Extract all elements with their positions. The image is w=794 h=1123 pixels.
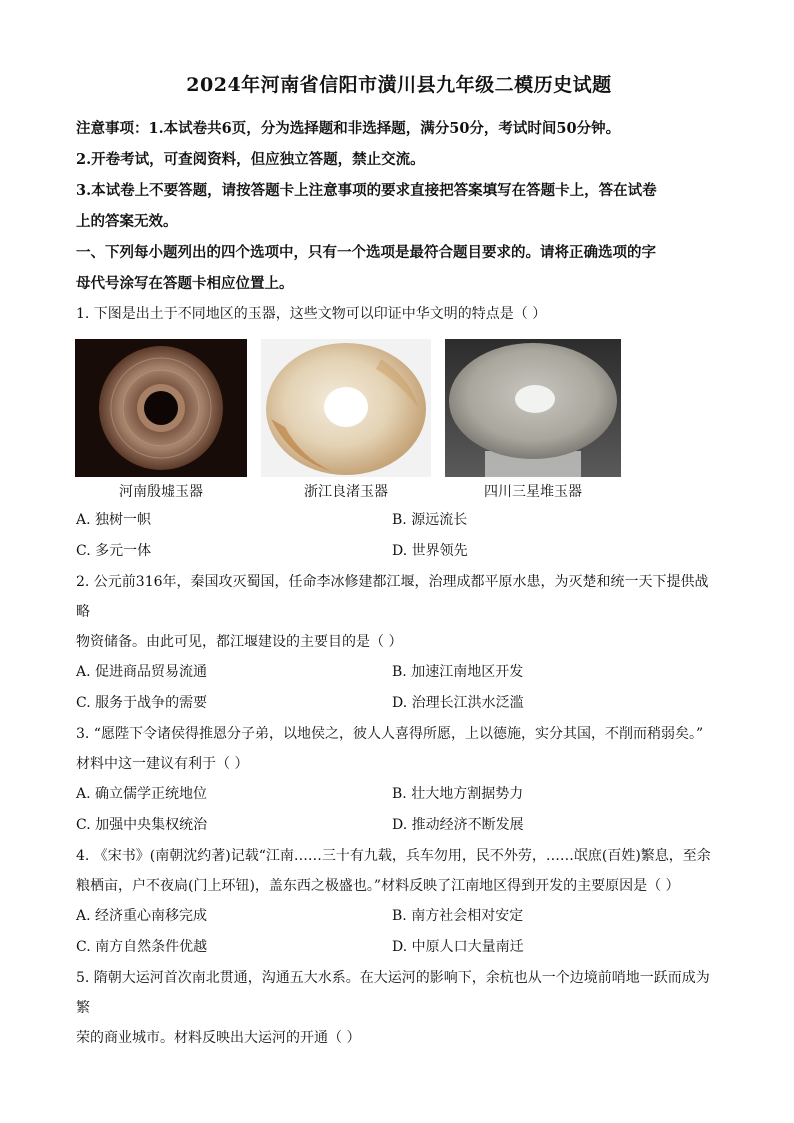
notice-line-4: 上的答案无效。 bbox=[76, 213, 178, 230]
question-2-options bbox=[76, 657, 722, 719]
question-3-stem-line-1: 3. “愿陛下令诸侯得推恩分子弟，以地侯之，彼人人喜得所愿，上以德施，实分其国，不削而稍弱矣。” bbox=[76, 726, 704, 742]
figure-liangzhu-jade bbox=[261, 339, 431, 501]
question-3-option-c[interactable]: C. 加强中央集权统治 bbox=[76, 817, 208, 833]
question-1-options bbox=[76, 505, 722, 567]
question-2-option-a[interactable]: A. 促进商品贸易流通 bbox=[76, 664, 208, 680]
question-1 bbox=[76, 299, 722, 567]
question-3-options bbox=[76, 779, 722, 841]
sanxingdui-jade-image bbox=[445, 339, 621, 477]
question-3-option-d[interactable]: D. 推动经济不断发展 bbox=[392, 817, 524, 833]
section-heading-line-1: 一、下列每小题列出的四个选项中，只有一个选项是最符合题目要求的。请将正确选项的字 bbox=[76, 244, 656, 261]
question-4-option-b[interactable]: B. 南方社会相对安定 bbox=[392, 908, 524, 924]
figure-sanxingdui-jade bbox=[445, 339, 621, 501]
question-4-option-d[interactable]: D. 中原人口大量南迁 bbox=[392, 939, 524, 955]
question-1-option-a[interactable]: A. 独树一帜 bbox=[76, 512, 152, 528]
notice-line-1: 注意事项：1.本试卷共6页，分为选择题和非选择题，满分50分，考试时间50分钟。 bbox=[76, 120, 621, 137]
figure-caption-sanxingdui: 四川三星堆玉器 bbox=[484, 484, 582, 500]
question-2-option-c[interactable]: C. 服务于战争的需要 bbox=[76, 695, 208, 711]
question-5-stem-line-2: 荣的商业城市。材料反映出大运河的开通（ ） bbox=[76, 1030, 361, 1046]
notice-line-2: 2.开卷考试，可查阅资料，但应独立答题，禁止交流。 bbox=[76, 151, 425, 168]
question-5 bbox=[76, 963, 722, 1053]
question-4 bbox=[76, 841, 722, 963]
question-1-option-b[interactable]: B. 源远流长 bbox=[392, 512, 468, 528]
figure-yinxu-jade bbox=[75, 339, 247, 501]
question-4-option-a[interactable]: A. 经济重心南移完成 bbox=[76, 908, 208, 924]
notice-line-3: 3.本试卷上不要答题，请按答题卡上注意事项的要求直接把答案填写在答题卡上，答在试卷 bbox=[76, 182, 657, 199]
question-2-option-d[interactable]: D. 治理长江洪水泛滥 bbox=[392, 695, 524, 711]
yinxu-jade-image bbox=[75, 339, 247, 477]
question-5-stem-line-1: 5. 隋朝大运河首次南北贯通，沟通五大水系。在大运河的影响下，余杭也从一个边境前哨地一跃而成为繁 bbox=[76, 970, 710, 1016]
question-1-option-d[interactable]: D. 世界领先 bbox=[392, 543, 468, 559]
question-4-option-c[interactable]: C. 南方自然条件优越 bbox=[76, 939, 208, 955]
figure-caption-yinxu: 河南殷墟玉器 bbox=[119, 484, 203, 500]
exam-title: 2024年河南省信阳市潢川县九年级二模历史试题 bbox=[186, 74, 612, 96]
figure-caption-liangzhu: 浙江良渚玉器 bbox=[304, 484, 388, 500]
question-1-stem: 1. 下图是出土于不同地区的玉器，这些文物可以印证中华文明的特点是（ ） bbox=[76, 306, 547, 322]
question-4-stem-line-1: 4. 《宋书》(南朝沈约著)记载“江南……三十有九载，兵车勿用，民不外劳，……氓庶(百姓)繁息，至余 bbox=[76, 848, 711, 864]
jade-figures bbox=[75, 339, 722, 501]
question-4-options bbox=[76, 901, 722, 963]
question-2-stem-line-1: 2. 公元前316年，秦国攻灭蜀国，任命李冰修建都江堰，治理成都平原水患，为灭楚和统一天下提供战略 bbox=[76, 574, 709, 620]
question-1-option-c[interactable]: C. 多元一体 bbox=[76, 543, 152, 559]
question-3-option-b[interactable]: B. 壮大地方割据势力 bbox=[392, 786, 524, 802]
question-3 bbox=[76, 719, 722, 841]
question-4-stem-line-2: 粮栖亩，户不夜扃(门上环钮)，盖东西之极盛也。”材料反映了江南地区得到开发的主要原因是（ ） bbox=[76, 878, 680, 894]
question-3-option-a[interactable]: A. 确立儒学正统地位 bbox=[76, 786, 208, 802]
question-3-stem-line-2: 材料中这一建议有利于（ ） bbox=[76, 756, 249, 772]
liangzhu-jade-image bbox=[261, 339, 431, 477]
question-2 bbox=[76, 567, 722, 719]
section-heading-line-2: 母代号涂写在答题卡相应位置上。 bbox=[76, 275, 294, 292]
question-2-stem-line-2: 物资储备。由此可见，都江堰建设的主要目的是（ ） bbox=[76, 634, 403, 650]
question-2-option-b[interactable]: B. 加速江南地区开发 bbox=[392, 664, 524, 680]
